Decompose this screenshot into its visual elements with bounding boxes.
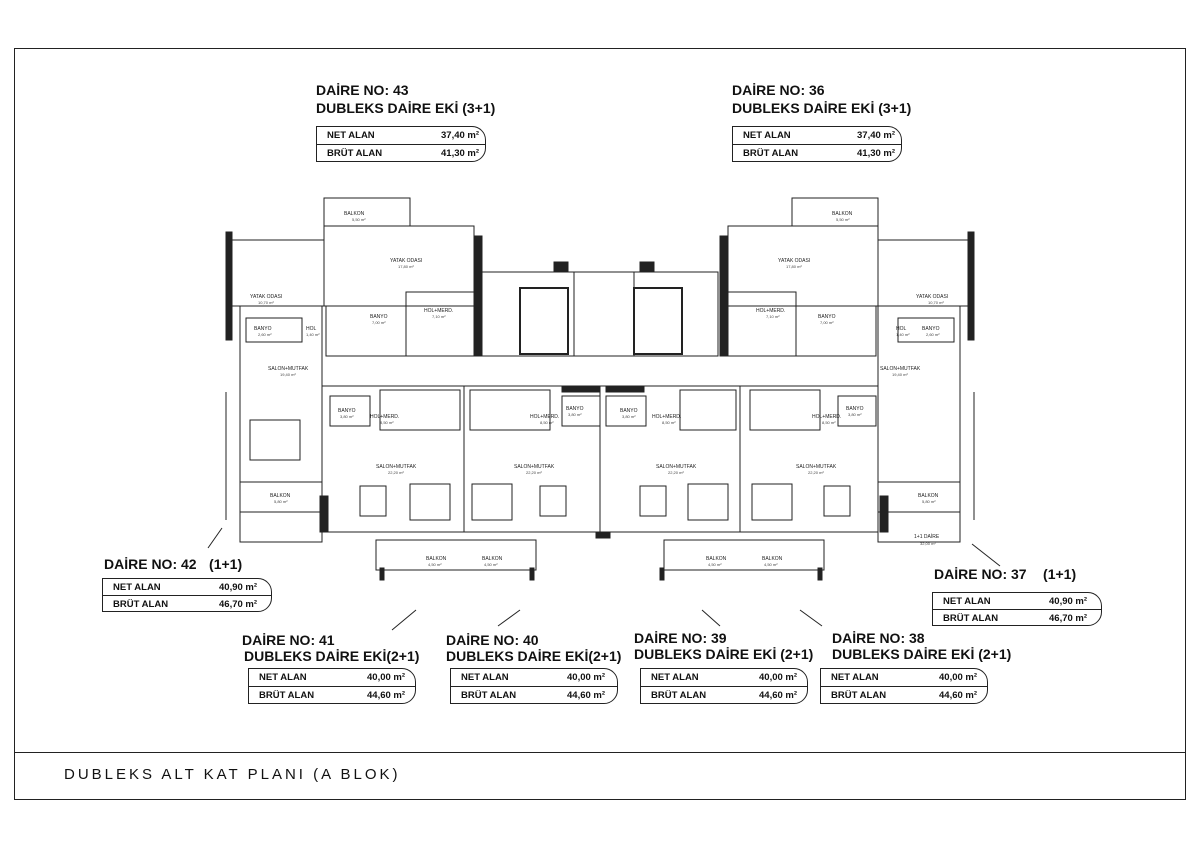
brut-label: BRÜT ALAN	[943, 612, 999, 624]
room-label: BALKON	[426, 556, 447, 562]
brut-value: 44,60 m²	[939, 690, 978, 701]
net-value: 40,00 m²	[367, 672, 406, 683]
room-area: 7,00 m²	[820, 320, 834, 325]
area-table-37	[932, 592, 1102, 626]
room-label: YATAK ODASI	[250, 294, 283, 300]
room-area: 5,50 m²	[836, 217, 850, 222]
balkon-43	[324, 198, 410, 226]
room-area: 5,50 m²	[352, 217, 366, 222]
brut-label: BRÜT ALAN	[651, 690, 707, 701]
area-table-43	[316, 126, 486, 162]
area-table-41	[248, 668, 416, 704]
unit-type: DUBLEKS DAİRE EKİ (3+1)	[316, 100, 496, 116]
room-area: 1,40 m²	[306, 332, 320, 337]
unit-type: DUBLEKS DAİRE EKİ (2+1)	[634, 646, 814, 662]
room-area: 4,50 m²	[484, 562, 498, 567]
room-label: YATAK ODASI	[390, 258, 423, 264]
room-label: YATAK ODASI	[778, 258, 811, 264]
room-label: BALKON	[344, 211, 365, 217]
room-label: BANYO	[254, 326, 272, 332]
brut-label: BRÜT ALAN	[831, 690, 887, 701]
room-area: 2,60 m²	[926, 332, 940, 337]
room-area: 5,80 m²	[274, 499, 288, 504]
unit-type: DUBLEKS DAİRE EKİ(2+1)	[244, 648, 420, 664]
room-area: 19,40 m²	[280, 372, 296, 377]
room-label: BANYO	[818, 314, 836, 320]
room-area: 2,60 m²	[258, 332, 272, 337]
room-area: 3,80 m²	[568, 412, 582, 417]
room-area: 32,00 m²	[920, 541, 936, 546]
room-label: SALON+MUTFAK	[656, 464, 697, 470]
unit-number: DAİRE NO: 38	[832, 630, 925, 646]
room-label: HOL+MERD.	[756, 308, 786, 314]
room-label: SALON+MUTFAK	[268, 366, 309, 372]
area-table-36	[732, 126, 902, 162]
brut-value: 41,30 m²	[857, 148, 896, 159]
room-area: 22,20 m²	[668, 470, 684, 475]
room-label: BANYO	[620, 408, 638, 414]
unit-number: DAİRE NO: 43	[316, 82, 409, 98]
unit-card-38	[832, 630, 1011, 662]
room-area: 22,20 m²	[526, 470, 542, 475]
area-table-39	[640, 668, 808, 704]
room-label: HOL+MERD.	[370, 414, 400, 420]
unit-number: DAİRE NO: 37	[934, 566, 1027, 582]
room-area: 22,20 m²	[808, 470, 824, 475]
sheet-title: DUBLEKS ALT KAT PLANI (A BLOK)	[64, 766, 401, 783]
brut-label: BRÜT ALAN	[743, 148, 799, 159]
room-label: BANYO	[566, 406, 584, 412]
area-table-38	[820, 668, 988, 704]
room-label: SALON+MUTFAK	[376, 464, 417, 470]
unit-type: (1+1)	[1043, 566, 1077, 582]
brut-value: 44,60 m²	[367, 690, 406, 701]
brut-value: 44,60 m²	[567, 690, 606, 701]
net-label: NET ALAN	[943, 595, 991, 607]
room-area: 8,50 m²	[380, 420, 394, 425]
area-table-40	[450, 668, 618, 704]
unit-card-37	[934, 566, 1076, 584]
unit-type: (1+1)	[209, 556, 243, 572]
unit-card-40	[446, 632, 621, 664]
brut-value: 46,70 m²	[219, 598, 258, 610]
unit-type: DUBLEKS DAİRE EKİ (3+1)	[732, 100, 912, 116]
net-value: 40,90 m²	[1049, 595, 1088, 607]
net-value: 40,00 m²	[567, 672, 606, 683]
net-label: NET ALAN	[259, 672, 307, 683]
room-area: 5,80 m²	[922, 499, 936, 504]
room-area: 7,00 m²	[372, 320, 386, 325]
unit-card-42	[104, 556, 242, 574]
room-label: HOL+MERD.	[812, 414, 842, 420]
unit-number: DAİRE NO: 41	[242, 632, 335, 648]
room-area: 10,70 m²	[258, 300, 274, 305]
net-label: NET ALAN	[113, 581, 161, 593]
room-area: 7,10 m²	[766, 314, 780, 319]
unit-card-36	[732, 82, 911, 116]
room-area: 7,10 m²	[432, 314, 446, 319]
room-label: HOL+MERD.	[424, 308, 454, 314]
room-label: BANYO	[338, 408, 356, 414]
net-value: 37,40 m²	[441, 130, 480, 141]
room-area: 17,80 m²	[786, 264, 802, 269]
brut-value: 44,60 m²	[759, 690, 798, 701]
net-value: 37,40 m²	[857, 130, 896, 141]
room-area: 4,50 m²	[708, 562, 722, 567]
room-label: BALKON	[918, 493, 939, 499]
room-area: 8,50 m²	[662, 420, 676, 425]
room-label: BALKON	[482, 556, 503, 562]
brut-label: BRÜT ALAN	[259, 690, 315, 701]
room-label: BANYO	[846, 406, 864, 412]
room-label: BANYO	[370, 314, 388, 320]
net-label: NET ALAN	[327, 130, 375, 141]
room-label: SALON+MUTFAK	[514, 464, 555, 470]
net-value: 40,00 m²	[759, 672, 798, 683]
brut-label: BRÜT ALAN	[113, 598, 169, 610]
room-area: 8,50 m²	[822, 420, 836, 425]
room-area: 3,80 m²	[848, 412, 862, 417]
room-area: 8,50 m²	[540, 420, 554, 425]
net-label: NET ALAN	[651, 672, 699, 683]
room-area: 1,40 m²	[896, 332, 910, 337]
room-area: 3,80 m²	[622, 414, 636, 419]
unit-type: DUBLEKS DAİRE EKİ(2+1)	[446, 648, 622, 664]
room-label: SALON+MUTFAK	[880, 366, 921, 372]
room-label: HOL	[306, 326, 317, 332]
room-label: SALON+MUTFAK	[796, 464, 837, 470]
room-area: 17,80 m²	[398, 264, 414, 269]
room-label: BALKON	[762, 556, 783, 562]
net-value: 40,90 m²	[219, 581, 258, 593]
unit-number: DAİRE NO: 40	[446, 632, 539, 648]
net-label: NET ALAN	[743, 130, 791, 141]
room-label: BALKON	[270, 493, 291, 499]
room-label: HOL	[896, 326, 907, 332]
unit-number: DAİRE NO: 39	[634, 630, 727, 646]
room-area: 19,40 m²	[892, 372, 908, 377]
brut-value: 46,70 m²	[1049, 612, 1088, 624]
room-label: BANYO	[922, 326, 940, 332]
brut-label: BRÜT ALAN	[461, 690, 517, 701]
area-table-42	[102, 578, 272, 612]
room-area: 3,80 m²	[340, 414, 354, 419]
net-label: NET ALAN	[461, 672, 509, 683]
unit-type: DUBLEKS DAİRE EKİ (2+1)	[832, 646, 1012, 662]
room-label: YATAK ODASI	[916, 294, 949, 300]
room-area: 22,20 m²	[388, 470, 404, 475]
net-value: 40,00 m²	[939, 672, 978, 683]
room-label: HOL+MERD.	[652, 414, 682, 420]
room-label: BALKON	[706, 556, 727, 562]
room-area: 10,70 m²	[928, 300, 944, 305]
room-label: HOL+MERD.	[530, 414, 560, 420]
brut-value: 41,30 m²	[441, 148, 480, 159]
unit-card-41	[242, 632, 419, 664]
unit-card-39	[634, 630, 813, 662]
room-label: BALKON	[832, 211, 853, 217]
room-area: 4,50 m²	[764, 562, 778, 567]
room-area: 4,50 m²	[428, 562, 442, 567]
unit-card-43	[316, 82, 495, 116]
unit-number: DAİRE NO: 42	[104, 556, 197, 572]
room-label: 1+1 DAİRE	[914, 534, 940, 540]
unit-number: DAİRE NO: 36	[732, 82, 825, 98]
brut-label: BRÜT ALAN	[327, 148, 383, 159]
net-label: NET ALAN	[831, 672, 879, 683]
